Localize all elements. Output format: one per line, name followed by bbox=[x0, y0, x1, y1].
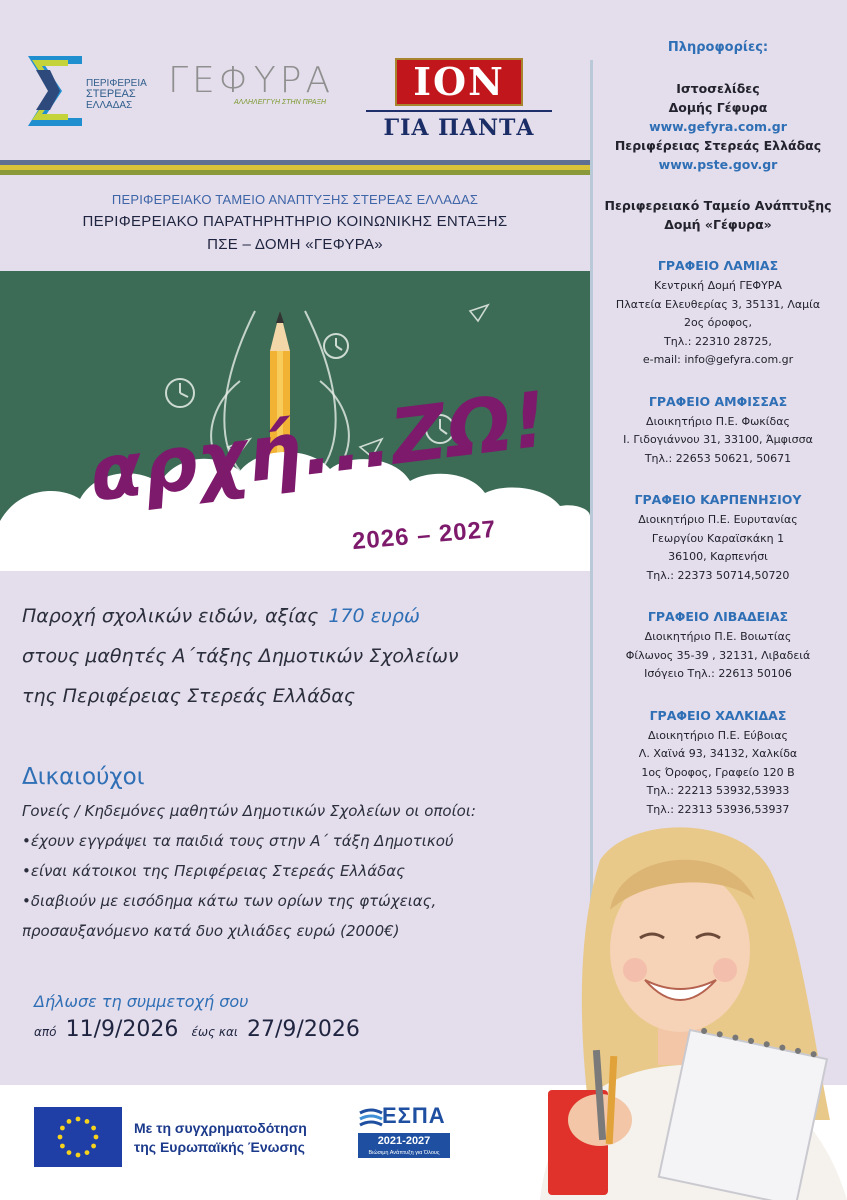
office-line: 2ος όροφος, bbox=[683, 316, 753, 329]
date-range bbox=[34, 1017, 368, 1042]
eu-cofunding-text bbox=[134, 1119, 307, 1157]
info-text: Περιφερειακό Ταμείο Ανάπτυξης bbox=[604, 198, 832, 213]
gefyra-logo-word: ΓΕΦΥΡΑ bbox=[168, 60, 335, 101]
hero-title: αρχή...ΖΩ! bbox=[84, 374, 553, 519]
beneficiaries-intro: Γονείς / Κηδεμόνες μαθητών Δημοτικών Σχολείων οι οποίοι: bbox=[22, 802, 476, 820]
beneficiaries-item: •διαβιούν με εισόδημα κάτω των ορίων της φτώχειας, bbox=[22, 892, 437, 910]
office-karpenisi bbox=[598, 490, 838, 585]
office-line: 1ος Όροφος, Γραφείο 120 Β bbox=[641, 765, 795, 779]
office-line: Πλατεία Ελευθερίας 3, 35131, Λαμία bbox=[615, 297, 821, 311]
info-column bbox=[598, 40, 838, 819]
offer-text: Παροχή σχολικών ειδών, αξίας bbox=[22, 605, 319, 627]
offer-line: στους μαθητές Α΄τάξης Δημοτικών Σχολείων bbox=[22, 645, 459, 667]
offer-description bbox=[22, 596, 582, 716]
to-date: 27/9/2026 bbox=[247, 1017, 360, 1042]
office-line: Ι. Γιδογιάννου 31, 33100, Άμφισσα bbox=[623, 433, 813, 446]
info-text: Δομής Γέφυρα bbox=[668, 100, 768, 115]
office-line: Ισόγειο Τηλ.: 22613 50106 bbox=[644, 667, 792, 680]
ion-logo-divider bbox=[366, 110, 552, 112]
ion-logo bbox=[366, 58, 552, 141]
office-name: ΓΡΑΦΕΙΟ ΧΑΛΚΙΔΑΣ bbox=[649, 707, 787, 723]
office-chalkida bbox=[598, 706, 838, 820]
call-to-action: Δήλωσε τη συμμετοχή σου bbox=[34, 992, 249, 1011]
office-name: ΓΡΑΦΕΙΟ ΛΙΒΑΔΕΙΑΣ bbox=[647, 609, 789, 624]
region-sigma-icon bbox=[28, 56, 84, 126]
header-line: ΠΕΡΙΦΕΡΕΙΑΚΟ ΤΑΜΕΙΟ ΑΝΑΠΤΥΞΗΣ ΣΤΕΡΕΑΣ ΕΛΛΑΔΑΣ bbox=[111, 192, 479, 207]
espa-title: ΕΣΠΑ bbox=[382, 1103, 446, 1128]
gefyra-logo bbox=[168, 60, 358, 132]
office-line: Διοικητήριο Π.Ε. Εύβοιας bbox=[648, 728, 788, 742]
info-text: Περιφέρειας Στερεάς Ελλάδας bbox=[614, 138, 822, 153]
header-line: ΠΣΕ – ΔΟΜΗ «ΓΕΦΥΡΑ» bbox=[207, 236, 383, 253]
office-line: Τηλ.: 22313 53936,53937 bbox=[646, 802, 790, 816]
office-line: Τηλ.: 22310 28725, bbox=[664, 334, 772, 348]
beneficiaries-item: •έχουν εγγράψει τα παιδιά τους στην Α΄ τάξη Δημοτικού bbox=[22, 832, 454, 850]
smiling-girl-image bbox=[480, 820, 847, 1200]
office-line: 36100, Καρπενήσι bbox=[668, 550, 768, 563]
office-line: Διοικητήριο Π.Ε. Βοιωτίας bbox=[644, 630, 792, 643]
hero-years: 2026 – 2027 bbox=[351, 515, 498, 556]
column-divider bbox=[590, 60, 593, 940]
office-line: Γεωργίου Καραϊσκάκη 1 bbox=[651, 531, 785, 545]
offer-line: της Περιφέρειας Στερεάς Ελλάδας bbox=[22, 685, 356, 707]
office-name: ΓΡΑΦΕΙΟ ΑΜΦΙΣΣΑΣ bbox=[648, 393, 788, 409]
office-name: ΓΡΑΦΕΙΟ ΛΑΜΙΑΣ bbox=[657, 258, 779, 273]
office-lamia bbox=[598, 256, 838, 370]
region-logo-line: ΣΤΕΡΕΑΣ bbox=[86, 88, 136, 100]
region-logo bbox=[28, 56, 158, 126]
espa-years: 2021-2027 bbox=[358, 1133, 450, 1149]
to-word: έως και bbox=[191, 1025, 238, 1039]
office-name: ΓΡΑΦΕΙΟ ΚΑΡΠΕΝΗΣΙΟΥ bbox=[634, 492, 802, 507]
info-heading: Πληροφορίες: bbox=[667, 40, 769, 55]
beneficiaries-item-continuation: προσαυξανόμενο κατά δυο χιλιάδες ευρώ (2000€) bbox=[22, 922, 400, 940]
region-logo-line: ΕΛΛΑΔΑΣ bbox=[86, 100, 133, 111]
ion-logo-word: ΙΟΝ bbox=[395, 58, 523, 106]
info-text: Δομή «Γέφυρα» bbox=[664, 217, 772, 232]
pste-website-link[interactable]: www.pste.gov.gr bbox=[658, 157, 778, 172]
office-line: Τηλ.: 22213 53932,53933 bbox=[646, 784, 790, 797]
beneficiaries-heading: Δικαιούχοι bbox=[22, 764, 145, 790]
ion-logo-tagline: ΓΙΑ ΠΑΝΤΑ bbox=[383, 115, 535, 141]
from-date: 11/9/2026 bbox=[65, 1017, 179, 1042]
office-email[interactable]: e-mail: info@gefyra.com.gr bbox=[642, 353, 794, 366]
region-logo-line: ΠΕΡΙΦΕΡΕΙΑ bbox=[86, 78, 147, 89]
beneficiaries-item: •είναι κάτοικοι της Περιφέρειας Στερεάς Ελλάδας bbox=[22, 862, 405, 880]
logo-bar bbox=[28, 50, 568, 140]
office-line: Κεντρική Δομή ΓΕΦΥΡΑ bbox=[654, 279, 782, 292]
espa-logo bbox=[358, 1103, 450, 1183]
gefyra-website-link[interactable]: www.gefyra.com.gr bbox=[649, 119, 787, 134]
organization-header bbox=[0, 192, 590, 253]
office-line: Φίλωνος 35-39 , 32131, Λιβαδειά bbox=[625, 648, 811, 662]
header-line: ΠΕΡΙΦΕΡΕΙΑΚΟ ΠΑΡΑΤΗΡΗΤΗΡΙΟ ΚΟΙΝΩΝΙΚΗΣ ΕΝΤΑΞΗΣ bbox=[82, 213, 508, 230]
offer-line bbox=[22, 596, 582, 636]
office-line: Διοικητήριο Π.Ε. Φωκίδας bbox=[646, 414, 790, 428]
office-line: Τηλ.: 22653 50621, 50671 bbox=[644, 451, 792, 465]
application-dates bbox=[34, 992, 368, 1042]
office-amfissa bbox=[598, 392, 838, 469]
espa-wave-icon bbox=[358, 1107, 384, 1129]
office-line: Λ. Χαϊνά 93, 34132, Χαλκίδα bbox=[638, 747, 798, 760]
eu-line: της Ευρωπαϊκής Ένωσης bbox=[134, 1139, 305, 1155]
eu-flag-icon bbox=[34, 1107, 122, 1167]
from-word: από bbox=[34, 1025, 57, 1039]
color-stripes bbox=[0, 160, 590, 175]
eu-line: Με τη συγχρηματοδότηση bbox=[134, 1120, 307, 1136]
office-line: Τηλ.: 22373 50714,50720 bbox=[646, 568, 790, 582]
gefyra-logo-tagline: ΑΛΛΗΛΕΓΓΥΗ ΣΤΗΝ ΠΡΑΞΗ bbox=[234, 99, 327, 106]
offer-amount: 170 ευρώ bbox=[328, 605, 420, 627]
office-livadeia bbox=[598, 607, 838, 684]
office-line: Διοικητήριο Π.Ε. Ευρυτανίας bbox=[638, 513, 798, 526]
info-text: Ιστοσελίδες bbox=[676, 81, 760, 96]
stripe bbox=[0, 170, 590, 175]
espa-tagline: Βιώσιμη Ανάπτυξη για Όλους bbox=[358, 1149, 450, 1158]
